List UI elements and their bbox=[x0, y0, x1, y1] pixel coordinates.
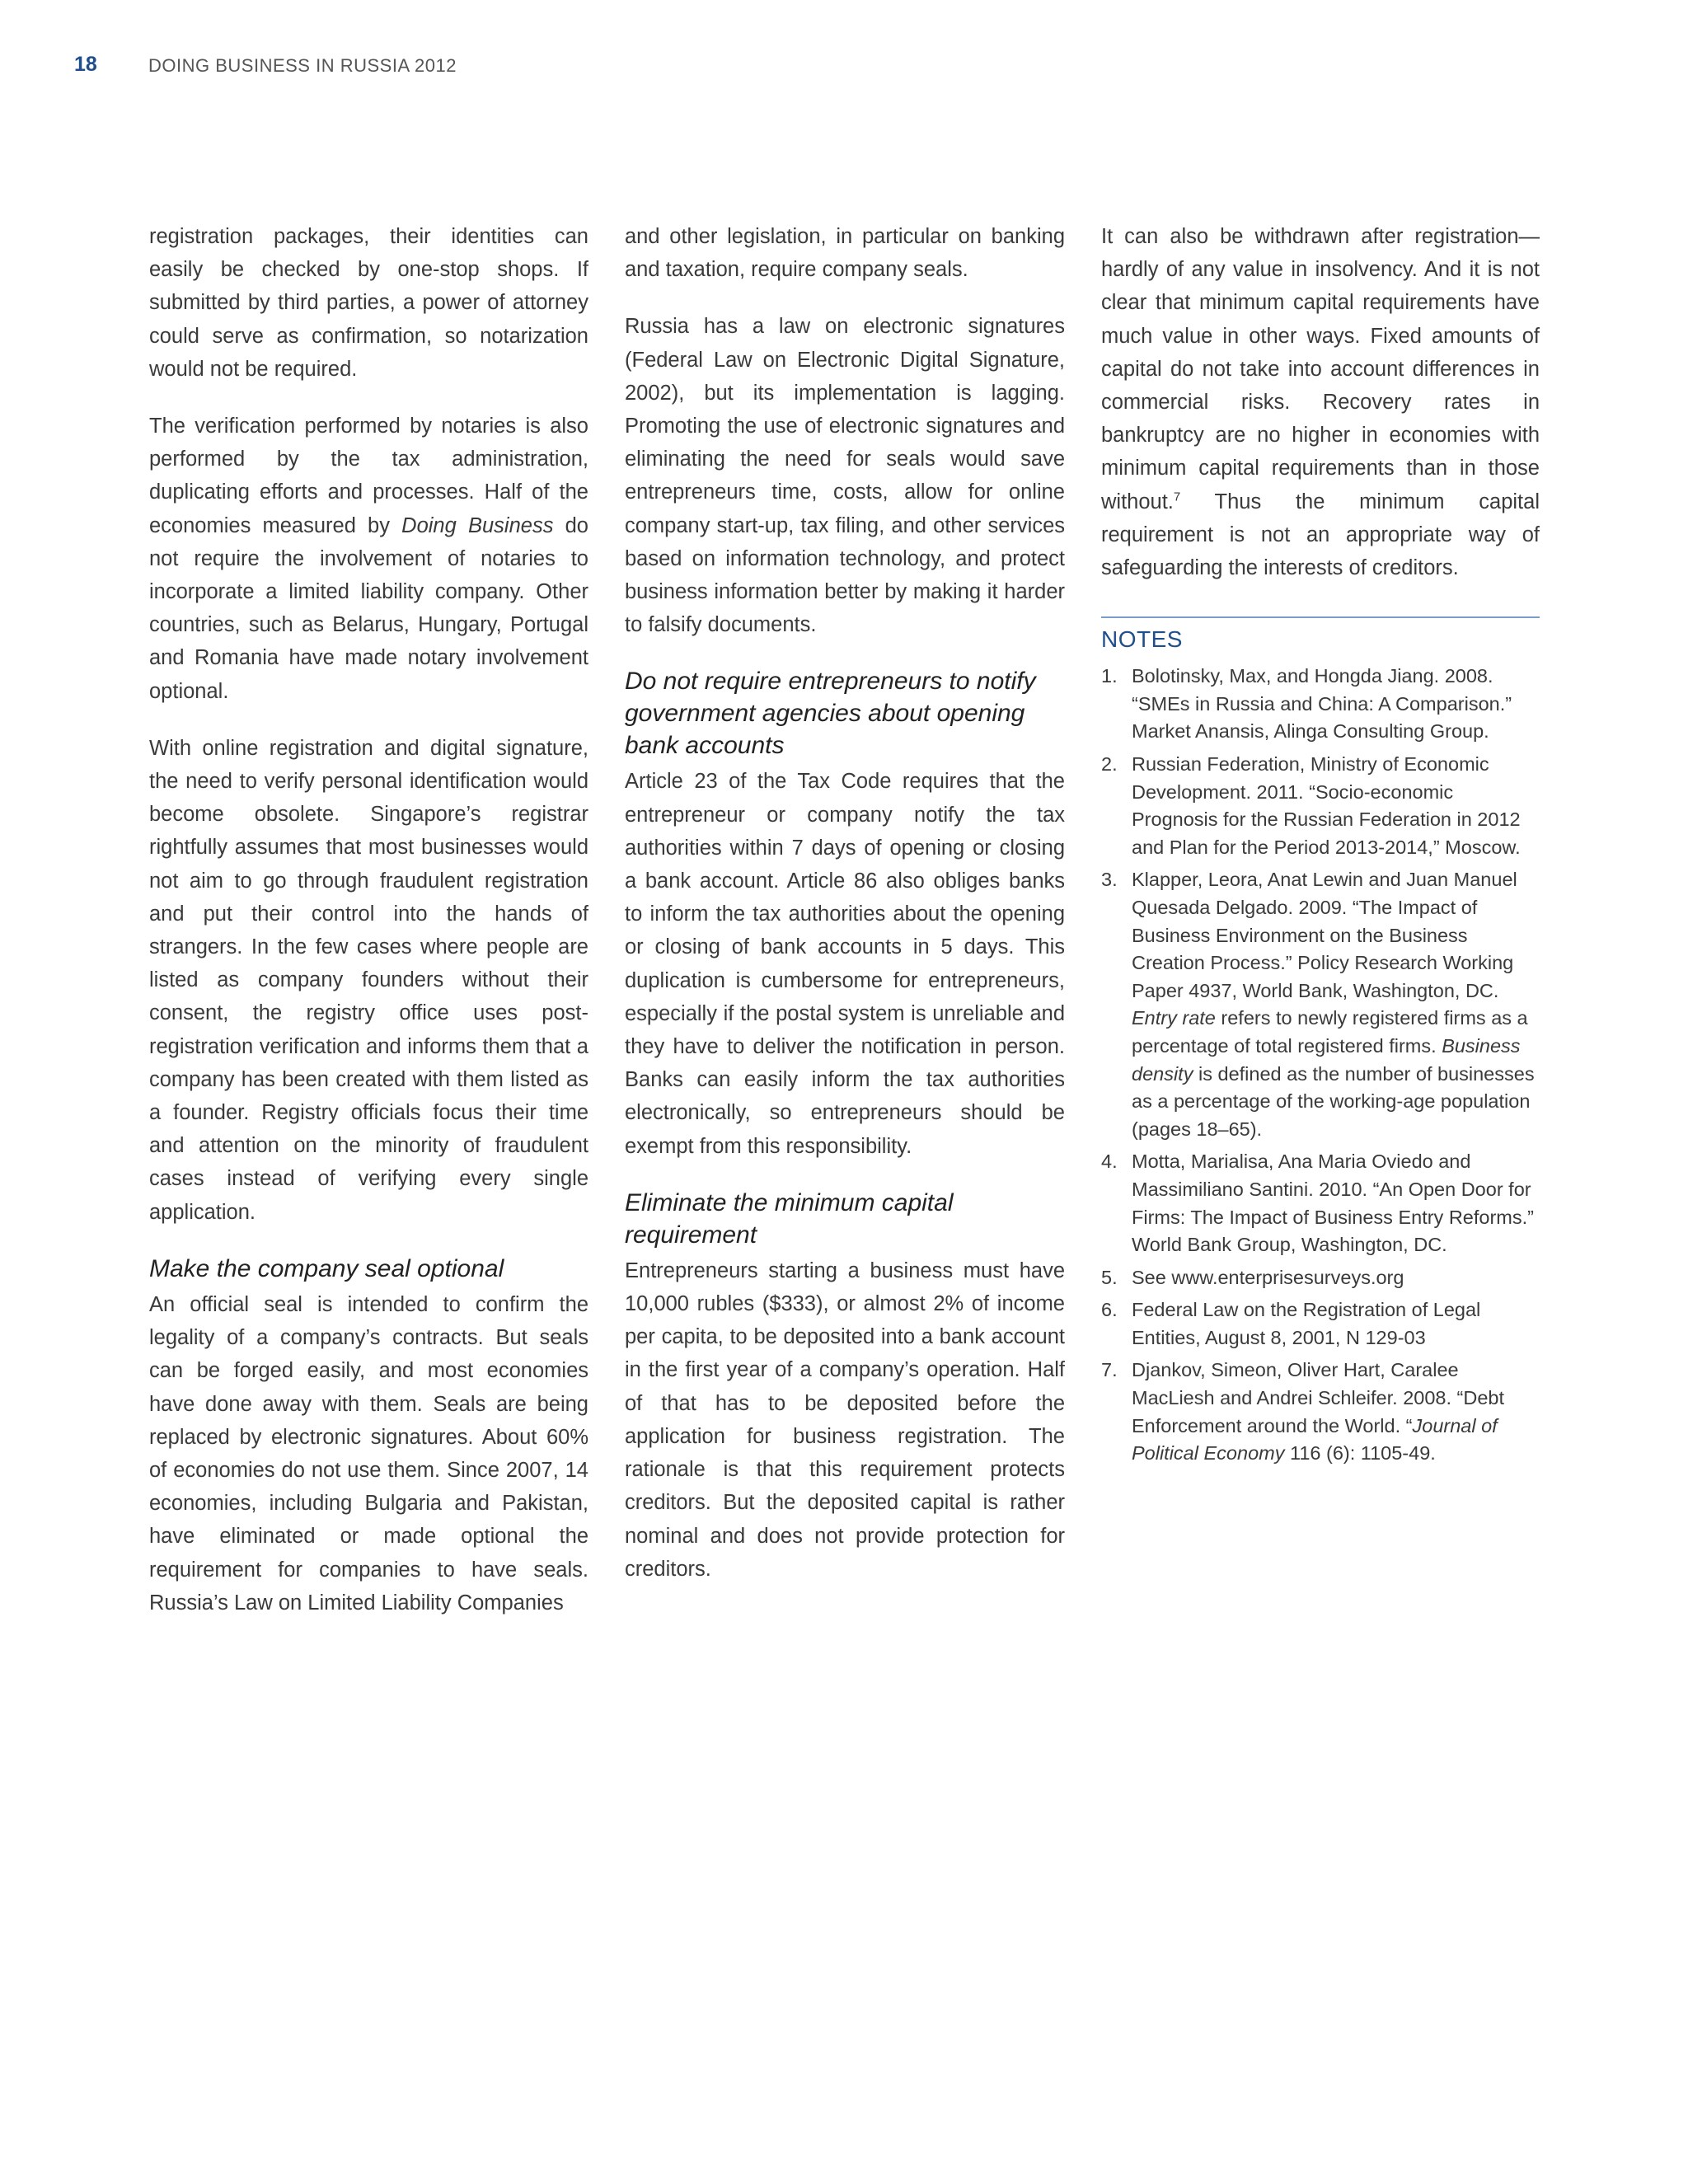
note-number: 4. bbox=[1101, 1151, 1118, 1173]
note-text: Motta, Marialisa, Ana Maria Oviedo and Massimiliano Santini. 2010. “An Open Door for Firms: The Impact of Business Entry Reforms.” World Bank Group, Washington, DC. bbox=[1132, 1151, 1534, 1256]
text-run: It can also be withdrawn after registration—hardly of any value in insolvency. And it is not clear that minimum capital requirements have much value in other ways. Fixed amounts of capital do not take into account differences in commercial risks. Recovery rates in bankruptcy are no higher in economies with minimum capital requirements than in those without. bbox=[1101, 225, 1540, 513]
note-item bbox=[1101, 663, 1540, 746]
paragraph: Entrepreneurs starting a business must have 10,000 rubles ($333), or almost 2% of income per capita, to be deposited into a bank account in the first year of a company’s operation. Half of that has to be deposited before the application for business registration. The rationale is that this requirement protects creditors. But the deposited capital is rather nominal and does not provide protection for creditors. bbox=[625, 1258, 1065, 1581]
text-run: Klapper, Leora, Anat Lewin and Juan Manuel Quesada Delgado. 2009. “The Impact of Business Environment on the Business Creation Process.” Policy Research Working Paper 4937, World Bank, Washington, DC. bbox=[1132, 869, 1517, 1001]
note-item bbox=[1101, 1296, 1540, 1352]
section-heading: Make the company seal optional bbox=[149, 1254, 504, 1282]
text-run: Thus the minimum capital requirement is not an appropriate way of safeguarding the interests of creditors. bbox=[1101, 490, 1540, 580]
footnote-ref: 7 bbox=[1173, 490, 1181, 504]
italic-title: Journal of Political Economy bbox=[1132, 1414, 1498, 1465]
italic-term: Business density bbox=[1132, 1034, 1521, 1085]
note-item bbox=[1101, 1148, 1540, 1258]
note-number: 2. bbox=[1101, 753, 1118, 776]
note-item bbox=[1101, 1357, 1540, 1467]
note-item bbox=[1101, 1264, 1540, 1292]
note-text: Bolotinsky, Max, and Hongda Jiang. 2008. “SMEs in Russia and China: A Comparison.” Market Anansis, Alinga Consulting Group. bbox=[1132, 665, 1512, 743]
note-item bbox=[1101, 751, 1540, 861]
note-number: 5. bbox=[1101, 1266, 1118, 1288]
notes-divider bbox=[1101, 616, 1540, 618]
text-run: 116 (6): 1105-49. bbox=[1284, 1442, 1436, 1465]
paragraph bbox=[1101, 220, 1540, 584]
note-number: 7. bbox=[1101, 1359, 1118, 1381]
notes-list bbox=[1101, 663, 1540, 1468]
paragraph: Russia has a law on electronic signatures (Federal Law on Electronic Digital Signature, 2002), but its implementation is lagging. Promoting the use of electronic signatures and eliminating the need for seals would save entrepreneurs time, costs, allow for online company start-up, tax filing, and other services based on information technology, and protect business information better by making it harder to falsify documents. bbox=[625, 315, 1065, 637]
paragraph: Article 23 of the Tax Code requires that the entrepreneur or company notify the tax authorities within 7 days of opening or closing a bank account. Article 86 also obliges banks to inform the tax authorities about the opening or closing of bank accounts in 5 days. This duplication is cumbersome for entrepreneurs, especially if the postal system is unreliable and they have to deliver the notification in person. Banks can easily inform the tax authorities electronically, so entrepreneurs should be exempt from this responsibility. bbox=[625, 770, 1065, 1158]
paragraph: and other legislation, in particular on banking and taxation, require company seals. bbox=[625, 225, 1065, 282]
note-text: Federal Law on the Registration of Legal Entities, August 8, 2001, N 129-03 bbox=[1132, 1299, 1481, 1348]
notes-title: NOTES bbox=[1101, 626, 1183, 653]
section-heading: Do not require entrepreneurs to notify government agencies about opening bank accounts bbox=[625, 668, 1036, 760]
running-header: DOING BUSINESS IN RUSSIA 2012 bbox=[148, 55, 457, 76]
text-run: do not require the involvement of notaries to incorporate a limited liability company. Other countries, such as Belarus, Hungary, Portugal and Romania have made notary involvement optional. bbox=[149, 513, 588, 703]
column-2 bbox=[625, 220, 1065, 1610]
text-run: refers to newly registered firms as a percentage of total registered firms. bbox=[1132, 1007, 1528, 1057]
text-run: is defined as the number of businesses as a percentage of the working-age population (pages 18–65). bbox=[1132, 1062, 1535, 1140]
paragraph: With online registration and digital signature, the need to verify personal identification would become obsolete. Singapore’s registrar rightfully assumes that most businesses would not aim to go through fraudulent registration and put their control into the hands of strangers. In the few cases where people are listed as company founders without their consent, the registry office uses post-registration verification and informs them that a company has been created with them listed as a founder. Registry officials focus their time and attention on the minority of fraudulent cases instead of verifying every single application. bbox=[149, 736, 588, 1224]
column-1 bbox=[149, 220, 588, 1643]
text-run: Djankov, Simeon, Oliver Hart, Caralee MacLiesh and Andrei Schleifer. 2008. “Debt Enforcement around the World. “ bbox=[1132, 1359, 1504, 1436]
italic-term: Entry rate bbox=[1132, 1007, 1216, 1029]
paragraph: registration packages, their identities can easily be checked by one-stop shops. If submitted by third parties, a power of attorney could serve as confirmation, so notarization would not be required. bbox=[149, 225, 588, 381]
paragraph: An official seal is intended to confirm the legality of a company’s contracts. But seals can be forged easily, and most economies have done away with them. Seals are being replaced by electronic signatures. About 60% of economies do not use them. Since 2007, 14 economies, including Bulgaria and Pakistan, have eliminated or made optional the requirement for companies to have seals. Russia’s Law on Limited Liability Companies bbox=[149, 1292, 588, 1615]
text-run: The verification performed by notaries is also performed by the tax administration, duplicating efforts and processes. Half of the economies measured by bbox=[149, 415, 588, 537]
note-text: See www.enterprisesurveys.org bbox=[1132, 1266, 1404, 1288]
italic-title: Doing Business bbox=[401, 513, 554, 537]
note-number: 3. bbox=[1101, 869, 1118, 891]
note-text bbox=[1132, 1357, 1540, 1467]
column-3 bbox=[1101, 220, 1540, 1473]
section-heading: Eliminate the minimum capital requirement bbox=[625, 1188, 954, 1249]
note-item bbox=[1101, 866, 1540, 1143]
note-number: 6. bbox=[1101, 1299, 1118, 1321]
note-number: 1. bbox=[1101, 665, 1118, 687]
page-number: 18 bbox=[74, 53, 97, 76]
note-text: Russian Federation, Ministry of Economic Development. 2011. “Socio-economic Prognosis for the Russian Federation in 2012 and Plan for the Period 2013-2014,” Moscow. bbox=[1132, 753, 1521, 858]
note-text bbox=[1132, 866, 1540, 1143]
paragraph bbox=[149, 410, 588, 708]
